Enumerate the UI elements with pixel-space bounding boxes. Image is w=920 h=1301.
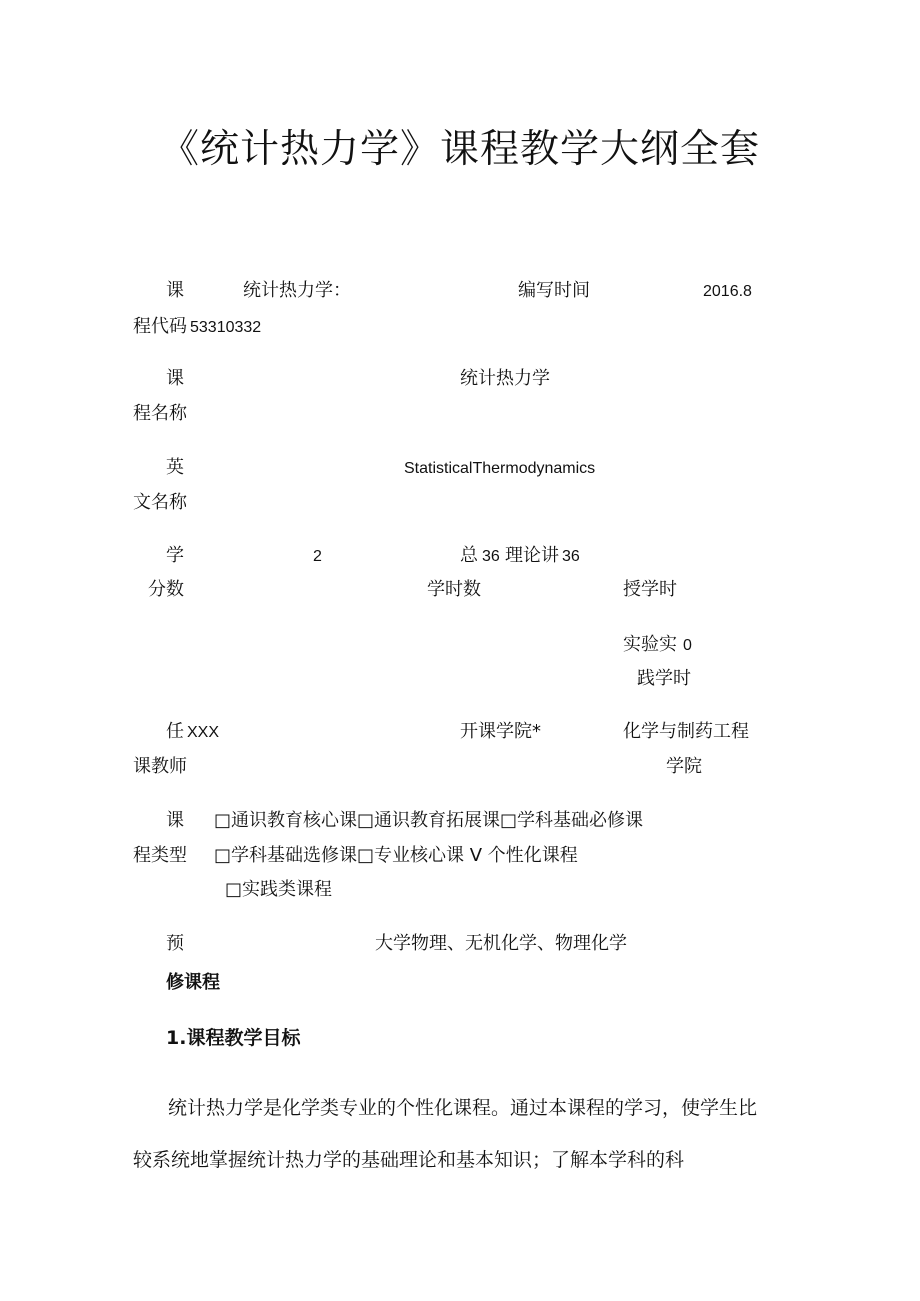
course-name-label-b: 程名称 xyxy=(133,403,187,424)
course-code-label-a: 课 xyxy=(166,280,184,301)
course-code-label-b: 程代码 xyxy=(133,316,187,337)
section1-paragraph-line1: 统计热力学是化学类专业的个性化课程。通过本课程的学习，使学生比 xyxy=(168,1097,758,1119)
college-label: 开课学院* xyxy=(460,721,541,742)
total-hours-label-b: 学时数 xyxy=(427,579,481,600)
prereq-value: 大学物理、无机化学、物理化学 xyxy=(375,933,627,954)
teacher-value: XXX xyxy=(187,724,220,741)
total-hours-label-a: 总 xyxy=(460,545,478,566)
compile-time-value: 2016.8 xyxy=(703,283,752,300)
lab-hours-label-b: 践学时 xyxy=(637,668,691,689)
section1-paragraph-line2: 较系统地掌握统计热力学的基础理论和基本知识；了解本学科的科 xyxy=(133,1149,685,1171)
college-value-b: 学院 xyxy=(666,756,702,777)
lecture-hours-value: 36 xyxy=(562,548,580,565)
course-type-line3: □实践类课程 xyxy=(225,879,333,900)
course-name-value: 统计热力学 xyxy=(460,368,550,389)
course-type-label-b: 程类型 xyxy=(133,845,187,866)
course-subject-value: 统计热力学： xyxy=(243,280,351,301)
course-type-line1: □通识教育核心课□通识教育拓展课□学科基础必修课 xyxy=(214,810,644,831)
english-name-value: StatisticalThermodynamics xyxy=(404,460,596,477)
course-code-value: 53310332 xyxy=(190,319,262,336)
lab-hours-label-a: 实验实 xyxy=(623,634,677,655)
credits-label-a: 学 xyxy=(166,545,184,566)
english-name-label-a: 英 xyxy=(166,457,184,478)
credits-value: 2 xyxy=(313,548,322,565)
teacher-label-b: 课教师 xyxy=(133,756,187,777)
course-type-line2: □学科基础选修课□专业核心课 V 个性化课程 xyxy=(214,845,578,866)
english-name-label-b: 文名称 xyxy=(133,492,187,513)
lecture-hours-label-b: 授学时 xyxy=(623,579,677,600)
prereq-label-a: 预 xyxy=(166,933,184,954)
credits-label-b: 分数 xyxy=(148,579,184,600)
prereq-label-b: 修课程 xyxy=(166,972,220,993)
teacher-label-a: 任 xyxy=(166,721,184,742)
college-value-a: 化学与制药工程 xyxy=(623,721,749,742)
compile-time-label: 编写时间 xyxy=(518,280,590,301)
course-type-label-a: 课 xyxy=(166,810,184,831)
lecture-hours-label-a: 理论讲 xyxy=(505,545,559,566)
total-hours-value: 36 xyxy=(482,548,500,565)
section1-heading: 1.课程教学目标 xyxy=(166,1027,301,1049)
document-title: 《统计热力学》课程教学大纲全套 xyxy=(160,127,761,172)
lab-hours-value: 0 xyxy=(683,637,692,654)
course-name-label-a: 课 xyxy=(166,368,184,389)
